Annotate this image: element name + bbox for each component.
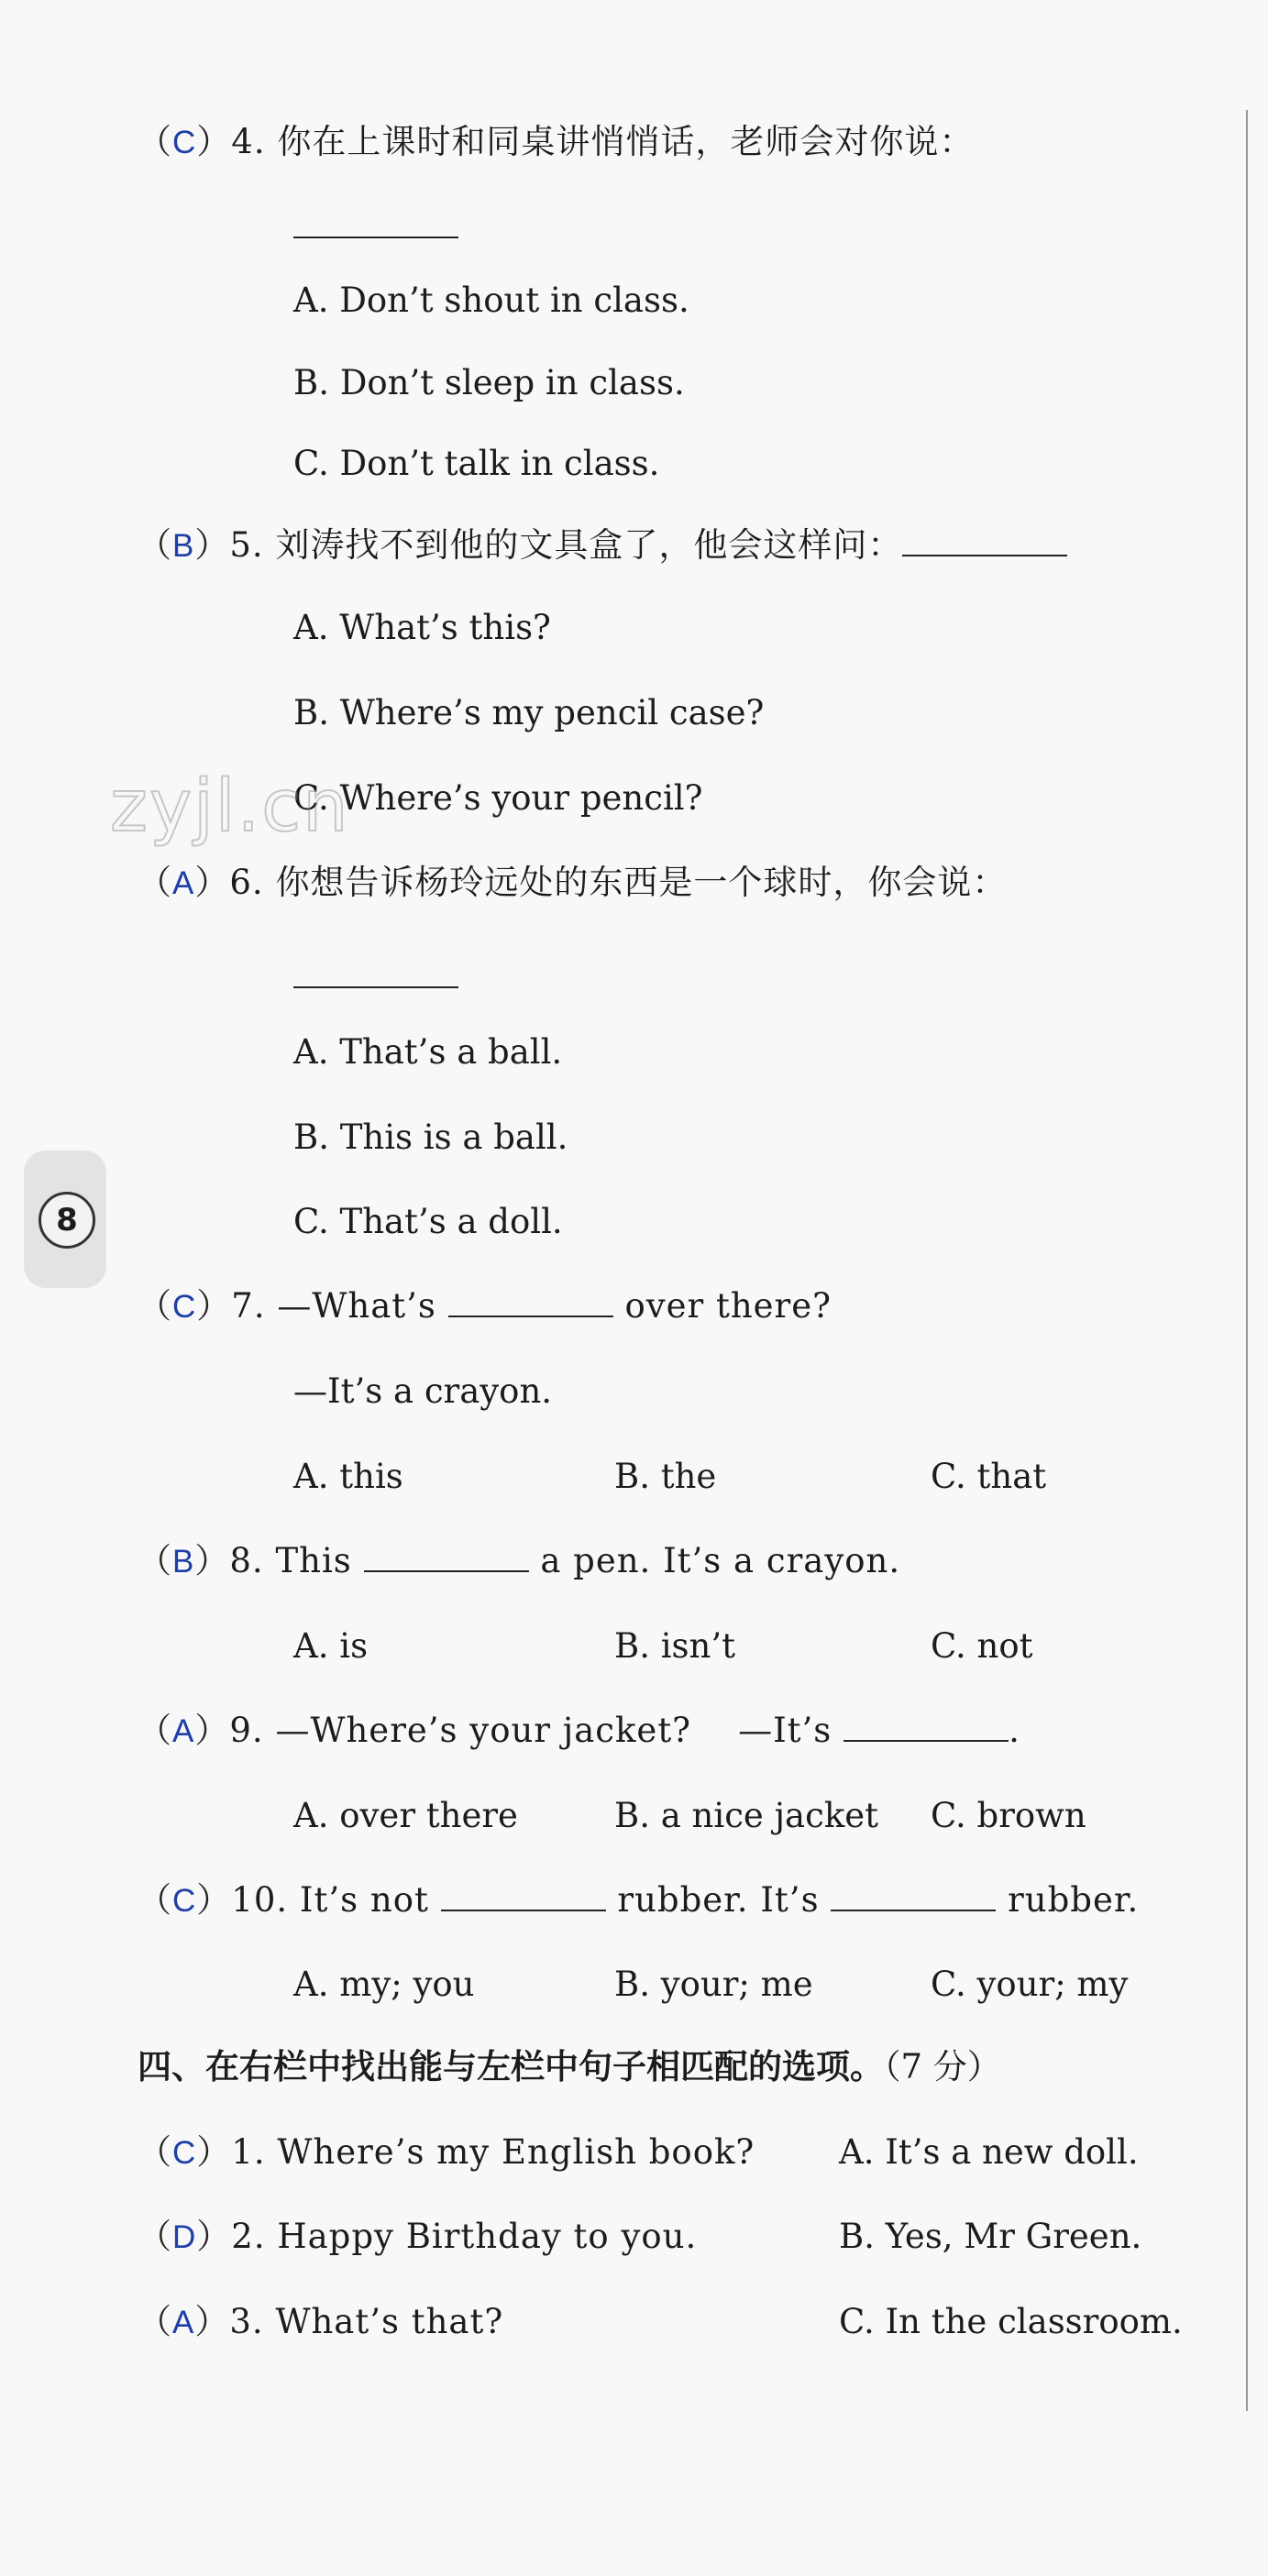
- section-4-title: 四、在右栏中找出能与左栏中句子相匹配的选项。（7 分）: [138, 2047, 1001, 2086]
- match-item-1: （C）1. Where’s my English book?: [138, 2132, 755, 2172]
- answer-9: A: [172, 1713, 195, 1749]
- q6-option-c: C. That’s a doll.: [293, 1202, 563, 1241]
- match-item-2: （D）2. Happy Birthday to you.: [138, 2217, 698, 2256]
- margin-rule: [1246, 110, 1248, 2411]
- q9-option-b: B. a nice jacket: [614, 1796, 879, 1835]
- q8-option-b: B. isn’t: [614, 1626, 735, 1666]
- question-5: （B）5. 刘涛找不到他的文具盒了，他会这样问：: [138, 524, 1067, 567]
- match-right-a: A. It’s a new doll.: [839, 2132, 1139, 2172]
- q5-option-c: C. Where’s your pencil?: [293, 778, 703, 818]
- answer-7: C: [172, 1289, 197, 1325]
- question-5-text: 刘涛找不到他的文具盒了，他会这样问：: [275, 525, 903, 565]
- question-6-text: 你想告诉杨玲远处的东西是一个球时，你会说：: [275, 863, 1008, 902]
- q7-option-a: A. this: [293, 1457, 403, 1496]
- q7-option-c: C. that: [931, 1457, 1047, 1496]
- answer-10: C: [172, 1883, 197, 1919]
- question-10: （C）10. It’s not rubber. It’s rubber.: [138, 1880, 1140, 1920]
- question-8: （B）8. This a pen. It’s a crayon.: [138, 1541, 901, 1580]
- q4-option-c: C. Don’t talk in class.: [293, 444, 660, 483]
- question-6: （A）6. 你想告诉杨玲远处的东西是一个球时，你会说：: [138, 863, 1008, 902]
- match-item-3: （A）3. What’s that?: [138, 2302, 504, 2341]
- q6-option-a: A. That’s a ball.: [293, 1032, 563, 1072]
- answer-8: B: [172, 1544, 195, 1580]
- q7-option-b: B. the: [614, 1457, 717, 1496]
- match-answer-3: A: [172, 2305, 195, 2340]
- question-4-text: 你在上课时和同桌讲悄悄话，老师会对你说：: [277, 122, 975, 161]
- question-9: （A）9. —Where’s your jacket? —It’s .: [138, 1711, 1020, 1750]
- question-4: （C）4. 你在上课时和同桌讲悄悄话，老师会对你说：: [138, 122, 975, 161]
- question-4-blank: [293, 206, 458, 248]
- match-answer-2: D: [172, 2219, 197, 2255]
- q9-option-c: C. brown: [931, 1796, 1086, 1835]
- answer-5: B: [172, 528, 195, 564]
- q4-option-b: B. Don’t sleep in class.: [293, 363, 685, 402]
- match-right-c: C. In the classroom.: [839, 2302, 1183, 2341]
- answer-4: C: [172, 125, 197, 160]
- q6-option-b: B. This is a ball.: [293, 1117, 568, 1157]
- match-right-b: B. Yes, Mr Green.: [839, 2217, 1142, 2256]
- question-7: （C）7. —What’s over there?: [138, 1286, 832, 1326]
- question-6-blank: [293, 956, 458, 998]
- match-answer-1: C: [172, 2135, 197, 2171]
- q5-option-a: A. What’s this?: [293, 608, 551, 647]
- q5-option-b: B. Where’s my pencil case?: [293, 693, 765, 732]
- watermark: zyjl.cn: [110, 765, 350, 848]
- answer-6: A: [172, 865, 195, 901]
- q10-option-c: C. your; my: [931, 1965, 1129, 2004]
- q10-option-b: B. your; me: [614, 1965, 813, 2004]
- q9-option-a: A. over there: [293, 1796, 518, 1835]
- q8-option-a: A. is: [293, 1626, 369, 1666]
- q10-option-a: A. my; you: [293, 1965, 475, 2004]
- q4-option-a: A. Don’t shout in class.: [293, 281, 689, 320]
- page-number: 8: [39, 1192, 95, 1249]
- q7-line2: —It’s a crayon.: [293, 1371, 553, 1411]
- q8-option-c: C. not: [931, 1626, 1033, 1666]
